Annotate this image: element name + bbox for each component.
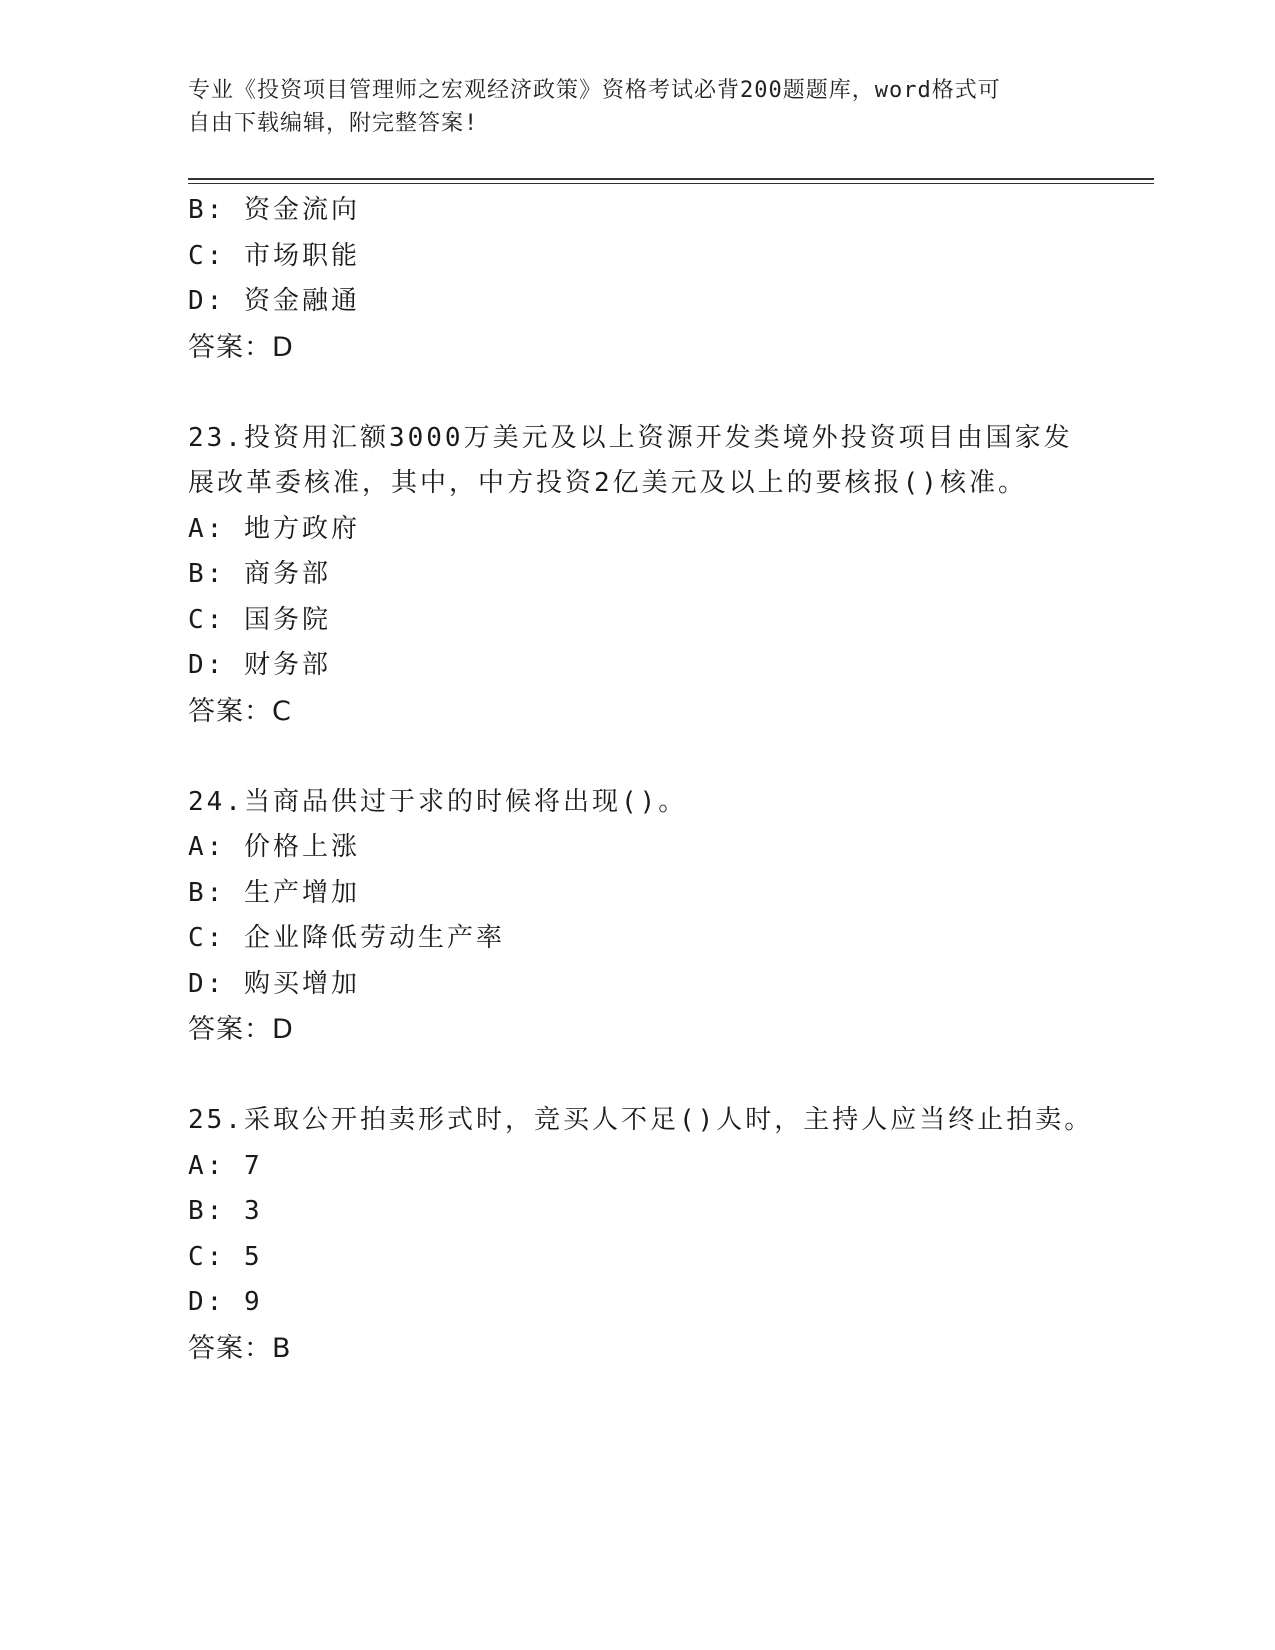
document-body — [188, 188, 1094, 1371]
answer-line: 答案：C — [188, 695, 292, 727]
option-c: C: 市场职能 — [188, 240, 360, 271]
answer-line: 答案：D — [188, 331, 294, 363]
answer-line: 答案：B — [188, 1332, 292, 1364]
question-stem: 24.当商品供过于求的时候将出现()。 — [188, 786, 688, 817]
spacer — [188, 734, 1088, 780]
option-b: B: 生产增加 — [188, 877, 360, 908]
option-d: D: 购买增加 — [188, 968, 360, 999]
header-divider — [188, 178, 1154, 184]
option-d: D: 资金融通 — [188, 286, 360, 316]
question-block-25 — [188, 1098, 1094, 1371]
document-header — [188, 74, 1068, 140]
header-line-2: 自由下载编辑，附完整答案! — [188, 111, 479, 136]
question-stem-cont: 展改革委核准，其中，中方投资2亿美元及以上的要核报()核准。 — [188, 468, 1027, 498]
option-d: D: 9 — [188, 1287, 263, 1317]
spacer — [188, 370, 1088, 416]
option-a: A: 7 — [188, 1150, 263, 1181]
header-line-1: 专业《投资项目管理师之宏观经济政策》资格考试必背200题题库，word格式可 — [188, 78, 1001, 103]
option-b: B: 3 — [188, 1196, 263, 1226]
option-c: C: 5 — [188, 1241, 263, 1272]
option-a: A: 价格上涨 — [188, 832, 360, 862]
question-stem: 23.投资用汇额3000万美元及以上资源开发类境外投资项目由国家发 — [188, 422, 1073, 453]
option-b: B: 商务部 — [188, 559, 331, 589]
question-stem: 25.采取公开拍卖形式时，竞买人不足()人时，主持人应当终止拍卖。 — [188, 1105, 1094, 1135]
answer-line: 答案：D — [188, 1014, 294, 1045]
option-b: B: 资金流向 — [188, 195, 360, 225]
option-c: C: 企业降低劳动生产率 — [188, 923, 505, 953]
previous-question-block — [188, 188, 1088, 370]
spacer — [188, 1053, 1088, 1099]
question-block-23 — [188, 416, 1088, 735]
option-a: A: 地方政府 — [188, 513, 360, 544]
option-c: C: 国务院 — [188, 604, 331, 635]
option-d: D: 财务部 — [188, 650, 331, 680]
question-block-24 — [188, 780, 1088, 1053]
